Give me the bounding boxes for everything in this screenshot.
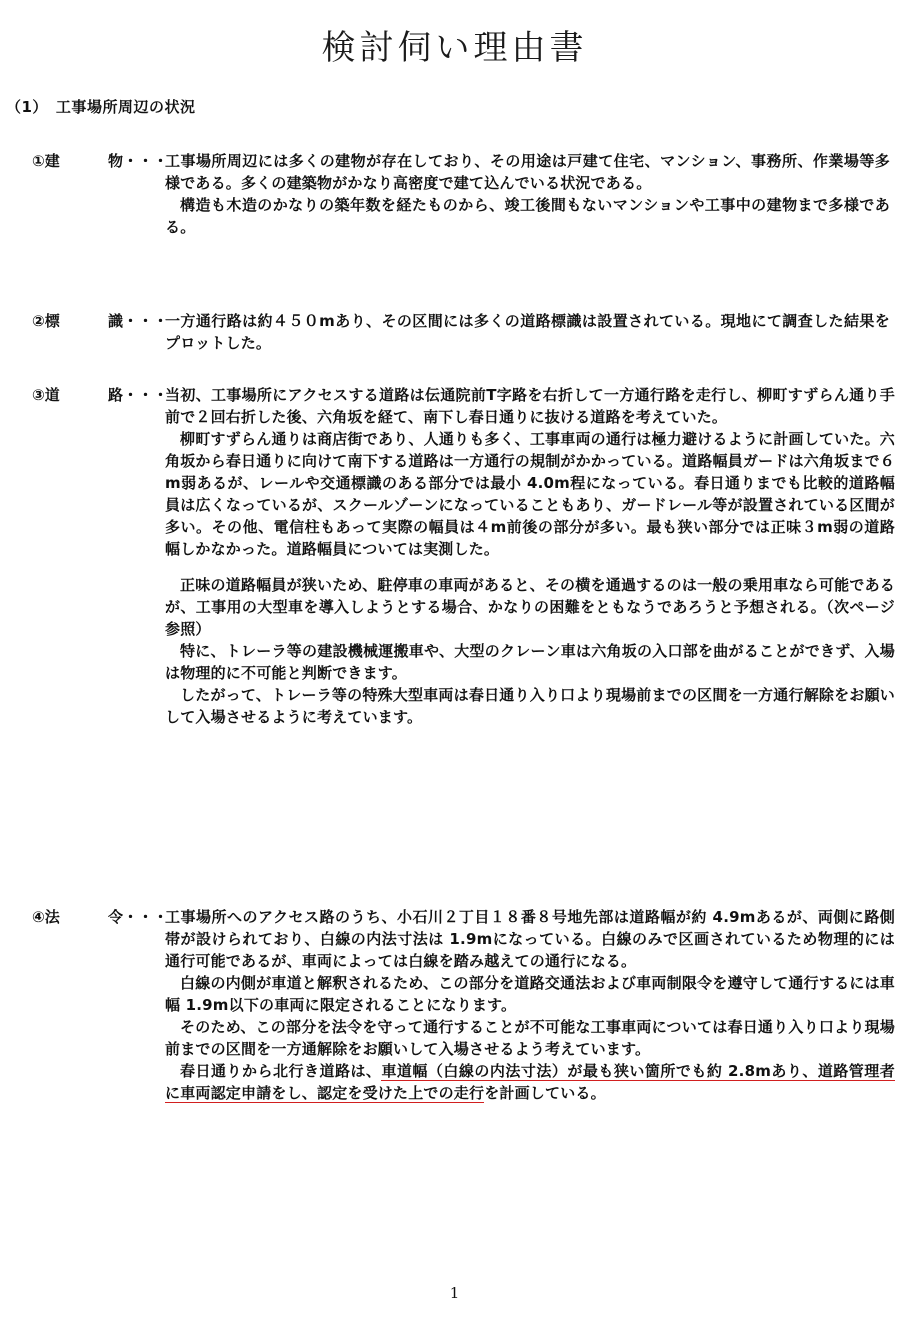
item-body <box>165 150 890 238</box>
section-heading: （1） 工事場所周辺の状況 <box>6 98 196 116</box>
paragraph: 柳町すずらん通りは商店街であり、人通りも多く、工事車両の通行は極力避けるように計画していた。六角坂から春日通りに向けて南下する道路は一方通行の規制がかかっている。道路幅員ガードは六角坂まで６m弱あるが、レールや交通標識のある部分では最小 4.0m程になっている。春日通りまでも比較的道路幅員は広くなっているが、スクールゾーンになっていることもあり、ガードレール等が設置されている区間が多い。その他、電信柱もあって実際の幅員は４m前後の部分が多い。最も狭い部分では正味３m弱の道路幅しかなかった。道路幅員については実測した。 <box>165 430 895 558</box>
item-label: ③道 <box>32 386 60 404</box>
item-key: 令・・・ <box>108 908 169 926</box>
paragraph: 正味の道路幅員が狭いため、駐停車の車両があると、その横を通過するのは一般の乗用車なら可能であるが、工事用の大型車を導入しようとする場合、かなりの困難をともなうであろうと予想される。（次ページ参照） <box>165 576 895 638</box>
item-body <box>165 906 895 1104</box>
page-number: 1 <box>449 1284 460 1302</box>
item-key: 路・・・ <box>108 386 169 404</box>
paragraph: 工事場所周辺には多くの建物が存在しており、その用途は戸建て住宅、マンション、事務所、作業場等多様である。多くの建築物がかなり高密度で建て込んでいる状況である。 <box>165 152 890 192</box>
paragraph: 一方通行路は約４５０mあり、その区間には多くの道路標識は設置されている。現地にて調査した結果をプロットした。 <box>165 312 890 352</box>
document-title: 検討伺い理由書 <box>321 28 588 68</box>
paragraph: 特に、トレーラ等の建設機械運搬車や、大型のクレーン車は六角坂の入口部を曲がることができず、入場は物理的に不可能と判断できます。 <box>165 642 895 682</box>
paragraph: したがって、トレーラ等の特殊大型車両は春日通り入り口より現場前までの区間を一方通行解除をお願いして入場させるように考えています。 <box>165 686 895 726</box>
paragraph-gap <box>165 560 895 574</box>
paragraph: 当初、工事場所にアクセスする道路は伝通院前T字路を右折して一方通行路を走行し、柳町すずらん通り手前で２回右折した後、六角坂を経て、南下し春日通りに抜ける道路を考えていた。 <box>165 386 895 426</box>
item-label: ①建 <box>32 152 60 170</box>
final-prefix: 春日通りから北行き道路は、 <box>180 1062 382 1080</box>
paragraph: 白線の内側が車道と解釈されるため、この部分を道路交通法および車両制限令を遵守して通行するには車幅 1.9m以下の車両に限定されることになります。 <box>165 974 895 1014</box>
item-label: ②標 <box>32 312 60 330</box>
final-suffix: を計画している。 <box>484 1084 606 1102</box>
item-label: ④法 <box>32 908 60 926</box>
item-body <box>165 310 890 354</box>
item-key: 識・・・ <box>108 312 169 330</box>
paragraph: 工事場所へのアクセス路のうち、小石川２丁目１８番８号地先部は道路幅が約 4.9mあるが、両側に路側帯が設けられており、白線の内法寸法は 1.9mになっている。白線のみで区画されているため物理的には通行可能であるが、車両によっては白線を踏み越えての通行になる。 <box>165 908 895 970</box>
paragraph-final <box>165 1060 895 1104</box>
item-key: 物・・・ <box>108 152 169 170</box>
paragraph: 構造も木造のかなりの築年数を経たものから、竣工後間もないマンションや工事中の建物まで多様である。 <box>165 196 890 236</box>
paragraph: そのため、この部分を法令を守って通行することが不可能な工事車両については春日通り入り口より現場前までの区間を一方通解除をお願いして入場させるよう考えています。 <box>165 1018 895 1058</box>
underlined-text: 車道幅（白線の内法寸法）が最も狭い箇所でも約 2.8mあり、道路管理者に車両認定申請をし、認定を受けた上での走行 <box>165 1062 895 1102</box>
item-body <box>165 384 895 728</box>
